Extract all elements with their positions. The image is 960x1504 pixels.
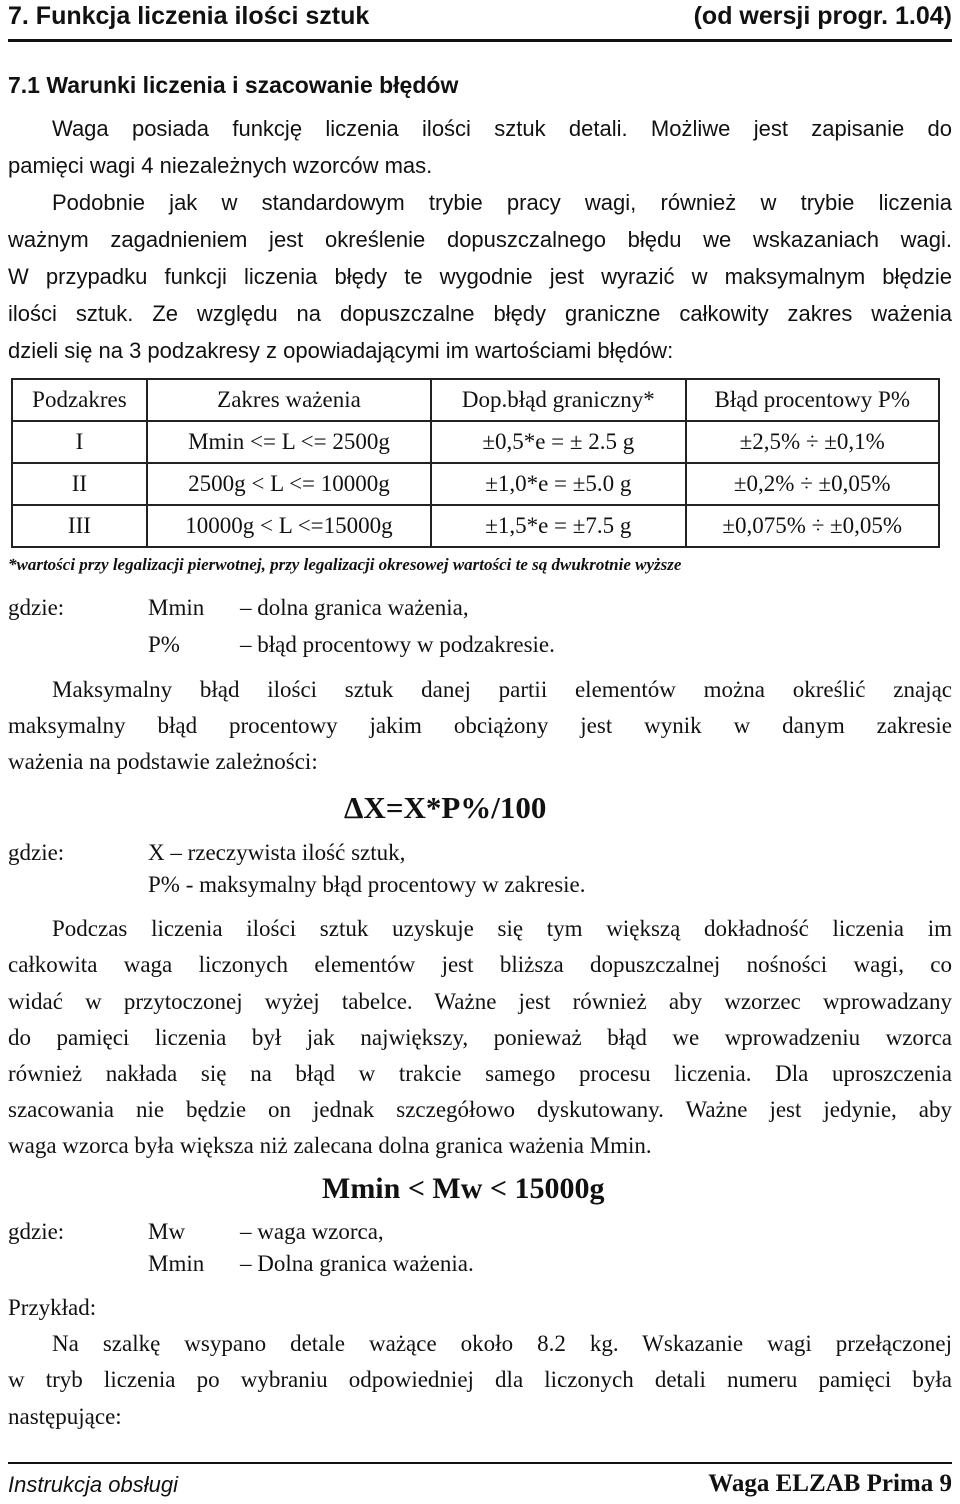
page-header bbox=[8, 0, 952, 38]
example-label: Przykład: bbox=[8, 1295, 97, 1320]
definition: P% - maksymalny błąd procentowy w zakresie. bbox=[148, 872, 586, 897]
body-line: całkowita waga liczonych elementów jest bliższa dopuszczalnej nośności wagi, co bbox=[8, 952, 952, 977]
symbol: Mw bbox=[148, 1219, 186, 1244]
table-cell: ±0,5*e = ± 2.5 g bbox=[431, 421, 685, 463]
intro-line: ważnym zagadnieniem jest określenie dopuszczalnego błędu we wskazaniach wagi. bbox=[8, 227, 952, 252]
symbol: Mmin bbox=[148, 595, 205, 620]
table-cell: Mmin <= L <= 2500g bbox=[147, 421, 431, 463]
body-line: następujące: bbox=[8, 1404, 122, 1429]
definition: – błąd procentowy w podzakresie. bbox=[240, 632, 555, 657]
intro-line: pamięci wagi 4 niezależnych wzorców mas. bbox=[8, 153, 433, 178]
body-line: Na szalkę wsypano detale ważące około 8.2 kg. Wskazanie wagi przełączonej bbox=[52, 1331, 952, 1356]
where-label: gdzie: bbox=[8, 595, 65, 620]
table-header-cell: Błąd procentowy P% bbox=[686, 379, 939, 421]
table-header-cell: Podzakres bbox=[12, 379, 147, 421]
where-label: gdzie: bbox=[8, 840, 65, 865]
symbol: Mmin bbox=[148, 1251, 205, 1276]
footer-right: Waga ELZAB Prima 9 bbox=[708, 1470, 952, 1497]
symbol: P% bbox=[148, 632, 180, 657]
intro-line: Podobnie jak w standardowym trybie pracy wagi, również w trybie liczenia bbox=[52, 190, 952, 215]
footer-rule bbox=[8, 1462, 952, 1464]
table-cell: ±0,2% ÷ ±0,05% bbox=[686, 463, 939, 505]
version-note: (od wersji progr. 1.04) bbox=[693, 2, 952, 30]
table-cell: III bbox=[12, 505, 147, 547]
intro-line: dzieli się na 3 podzakresy z opowiadającymi im wartościami błędów: bbox=[8, 338, 674, 363]
body-line: do pamięci liczenia był jak największy, ponieważ błąd we wprowadzeniu wzorca bbox=[8, 1025, 952, 1050]
table-cell: ±0,075% ÷ ±0,05% bbox=[686, 505, 939, 547]
footer-left: Instrukcja obsługi bbox=[8, 1472, 178, 1497]
section-title: 7.1 Warunki liczenia i szacowanie błędów bbox=[8, 72, 459, 98]
table-cell: I bbox=[12, 421, 147, 463]
intro-line: Waga posiada funkcję liczenia ilości sztuk detali. Możliwe jest zapisanie do bbox=[52, 116, 952, 141]
table-cell: II bbox=[12, 463, 147, 505]
body-line: waga wzorca była większa niż zalecana dolna granica ważenia Mmin. bbox=[8, 1133, 652, 1158]
body-line: Maksymalny błąd ilości sztuk danej partii elementów można określić znając bbox=[52, 677, 952, 702]
table-row bbox=[12, 463, 939, 505]
definition: X – rzeczywista ilość sztuk, bbox=[148, 840, 406, 865]
table-cell: 10000g < L <=15000g bbox=[147, 505, 431, 547]
body-line: szacowania nie będzie on jednak szczegółowo dyskutowany. Ważne jest jedynie, aby bbox=[8, 1097, 952, 1122]
table-cell: ±1,5*e = ±7.5 g bbox=[431, 505, 685, 547]
body-line: w tryb liczenia po wybraniu odpowiedniej dla liczonych detali numeru pamięci była bbox=[8, 1367, 952, 1392]
body-line: widać w przytoczonej wyżej tabelce. Ważne jest również aby wzorzec wprowadzany bbox=[8, 989, 952, 1014]
table-row bbox=[12, 505, 939, 547]
body-line: ważenia na podstawie zależności: bbox=[8, 749, 318, 774]
header-rule bbox=[8, 39, 952, 42]
formula: Mmin < Mw < 15000g bbox=[322, 1172, 605, 1205]
error-table bbox=[11, 378, 940, 548]
table-header-cell: Dop.błąd graniczny* bbox=[431, 379, 685, 421]
body-line: maksymalny błąd procentowy jakim obciążony jest wynik w danym zakresie bbox=[8, 713, 952, 738]
table-cell: ±2,5% ÷ ±0,1% bbox=[686, 421, 939, 463]
where-label: gdzie: bbox=[8, 1219, 65, 1244]
body-line: również nakłada się na błąd w trakcie samego procesu liczenia. Dla uproszczenia bbox=[8, 1061, 952, 1086]
definition: – waga wzorca, bbox=[240, 1219, 384, 1244]
table-row bbox=[12, 421, 939, 463]
table-header-row bbox=[12, 379, 939, 421]
intro-line: ilości sztuk. Ze względu na dopuszczalne błędy graniczne całkowity zakres ważenia bbox=[8, 301, 952, 326]
table-cell: 2500g < L <= 10000g bbox=[147, 463, 431, 505]
intro-line: W przypadku funkcji liczenia błędy te wygodnie jest wyrazić w maksymalnym błędzie bbox=[8, 264, 952, 289]
definition: – Dolna granica ważenia. bbox=[240, 1251, 474, 1276]
table-header-cell: Zakres ważenia bbox=[147, 379, 431, 421]
table-cell: ±1,0*e = ±5.0 g bbox=[431, 463, 685, 505]
formula: ΔX=X*P%/100 bbox=[344, 790, 547, 825]
table-footnote: *wartości przy legalizacji pierwotnej, przy legalizacji okresowej wartości te są dwukrotnie wyższe bbox=[8, 555, 682, 574]
body-line: Podczas liczenia ilości sztuk uzyskuje się tym większą dokładność liczenia im bbox=[52, 916, 952, 941]
definition: – dolna granica ważenia, bbox=[240, 595, 469, 620]
chapter-title: 7. Funkcja liczenia ilości sztuk bbox=[8, 2, 370, 30]
